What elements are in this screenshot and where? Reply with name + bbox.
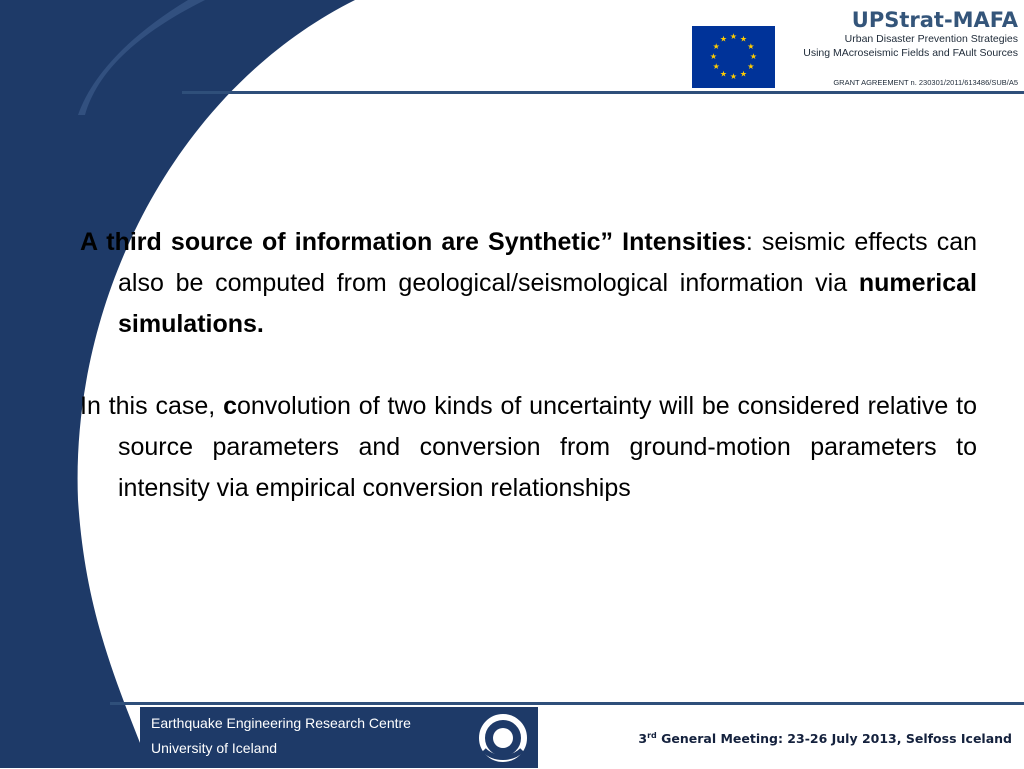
p2-text-start: In this case, [80,392,224,420]
p1-bold-end: numerical simulations. [118,269,977,338]
p1-text: : seismic effects can also be computed from geological/seismological information via [118,228,978,297]
grant-agreement: GRANT AGREEMENT n. 230301/2011/613486/SUB/A5 [833,78,1018,87]
svg-text:★: ★ [749,52,758,61]
project-subtitle-line2: Using MAcroseismic Fields and FAult Sources [803,47,1018,59]
institution-name: Earthquake Engineering Research Centre [151,715,411,731]
meeting-ordinal-suffix: rd [647,731,657,740]
svg-text:★: ★ [712,62,720,71]
paragraph-convolution [80,386,977,509]
p2-text-rest: onvolution of two kinds of uncertainty will be considered relative to source parameters and conversion from ground-motion parameters to intensity via empirical conversion relationships [118,392,977,502]
svg-text:★: ★ [719,69,728,79]
university-name: University of Iceland [151,740,278,756]
svg-text:★: ★ [709,52,718,61]
svg-text:★: ★ [729,72,738,81]
meeting-info [638,731,1012,746]
svg-text:★: ★ [747,62,755,71]
footer-divider [110,702,1024,705]
p1-bold-lead: A third source of information are Synthetic” Intensities [80,228,746,256]
svg-text:★: ★ [719,34,728,44]
project-subtitle-line1: Urban Disaster Prevention Strategies [844,33,1018,45]
svg-text:★: ★ [747,42,755,51]
svg-text:★: ★ [739,69,748,79]
project-title: UPStrat-MAFA [851,8,1018,32]
svg-text:★: ★ [739,34,748,44]
svg-text:★: ★ [729,32,738,41]
svg-text:★: ★ [712,42,720,51]
meeting-ordinal: 3 [638,731,648,747]
meeting-text: General Meeting: 23-26 July 2013, Selfoss Iceland [656,731,1012,747]
eu-flag-icon [692,26,775,88]
paragraph-synthetic-intensities [80,222,977,345]
header-divider [182,91,1024,94]
p2-bold-letter: c [223,392,237,420]
institution-bar [140,707,538,768]
slide-body [80,222,977,509]
eerc-logo-icon [476,712,530,764]
project-header [690,8,1020,90]
